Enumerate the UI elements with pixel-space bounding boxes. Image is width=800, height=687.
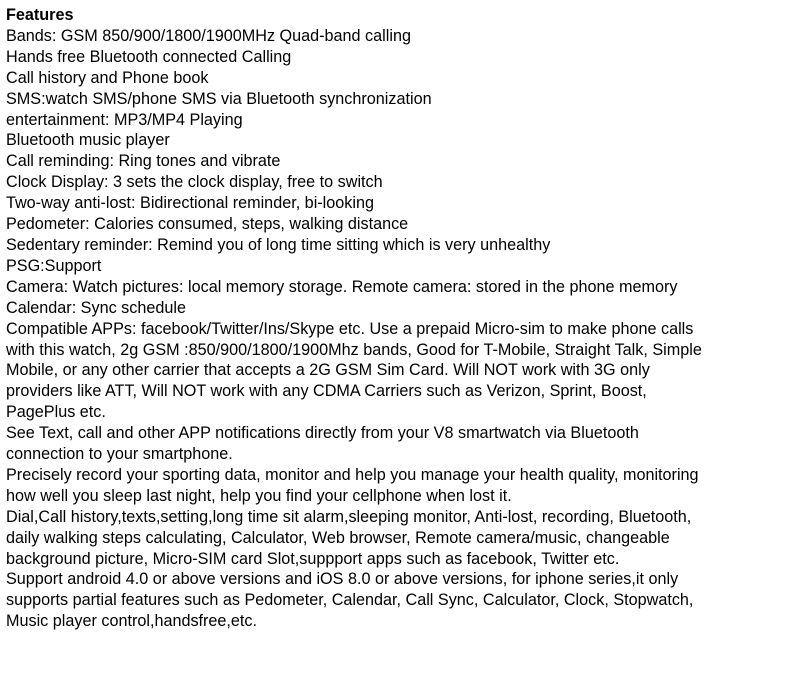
feature-line: how well you sleep last night, help you find your cellphone when lost it.: [6, 486, 512, 505]
feature-line: background picture, Micro-SIM card Slot,suppport apps such as facebook, Twitter etc.: [6, 549, 620, 568]
feature-line: Hands free Bluetooth connected Calling: [6, 47, 292, 66]
feature-line: Precisely record your sporting data, monitor and help you manage your health quality, monitoring: [6, 465, 699, 484]
features-document: [6, 5, 796, 632]
feature-line: See Text, call and other APP notifications directly from your V8 smartwatch via Bluetooth: [6, 424, 639, 443]
feature-line: Compatible APPs: facebook/Twitter/Ins/Skype etc. Use a prepaid Micro-sim to make phone calls: [6, 319, 694, 338]
feature-line: Bluetooth music player: [6, 131, 170, 150]
feature-line: SMS:watch SMS/phone SMS via Bluetooth synchronization: [6, 89, 432, 108]
feature-line: Pedometer: Calories consumed, steps, walking distance: [6, 215, 409, 234]
feature-line: Dial,Call history,texts,setting,long time sit alarm,sleeping monitor, Anti-lost, recording, Bluetooth,: [6, 507, 692, 526]
feature-line: Two-way anti-lost: Bidirectional reminder, bi-looking: [6, 194, 374, 213]
feature-line: Clock Display: 3 sets the clock display, free to switch: [6, 173, 383, 192]
feature-line: Music player control,handsfree,etc.: [6, 612, 258, 631]
feature-line: Calendar: Sync schedule: [6, 298, 186, 317]
feature-line: Call history and Phone book: [6, 68, 209, 87]
feature-line: PSG:Support: [6, 256, 102, 275]
feature-line: supports partial features such as Pedometer, Calendar, Call Sync, Calculator, Clock, Stopwatch,: [6, 591, 694, 610]
feature-line: providers like ATT, Will NOT work with any CDMA Carriers such as Verizon, Sprint, Boost,: [6, 382, 647, 401]
feature-line: Support android 4.0 or above versions and iOS 8.0 or above versions, for iphone series,it only: [6, 570, 679, 589]
feature-line: Sedentary reminder: Remind you of long time sitting which is very unhealthy: [6, 235, 551, 254]
feature-line: with this watch, 2g GSM :850/900/1800/1900Mhz bands, Good for T-Mobile, Straight Talk, Simple: [6, 340, 702, 359]
feature-line: entertainment: MP3/MP4 Playing: [6, 110, 243, 129]
feature-line: PagePlus etc.: [6, 403, 106, 422]
document-title: Features: [6, 6, 74, 24]
feature-line: Call reminding: Ring tones and vibrate: [6, 152, 281, 171]
feature-line: daily walking steps calculating, Calculator, Web browser, Remote camera/music, changeable: [6, 528, 670, 547]
feature-line: Mobile, or any other carrier that accepts a 2G GSM Sim Card. Will NOT work with 3G only: [6, 361, 650, 380]
feature-line: Bands: GSM 850/900/1800/1900MHz Quad-band calling: [6, 26, 411, 45]
feature-line: Camera: Watch pictures: local memory storage. Remote camera: stored in the phone memory: [6, 277, 678, 296]
feature-line: connection to your smartphone.: [6, 445, 233, 464]
